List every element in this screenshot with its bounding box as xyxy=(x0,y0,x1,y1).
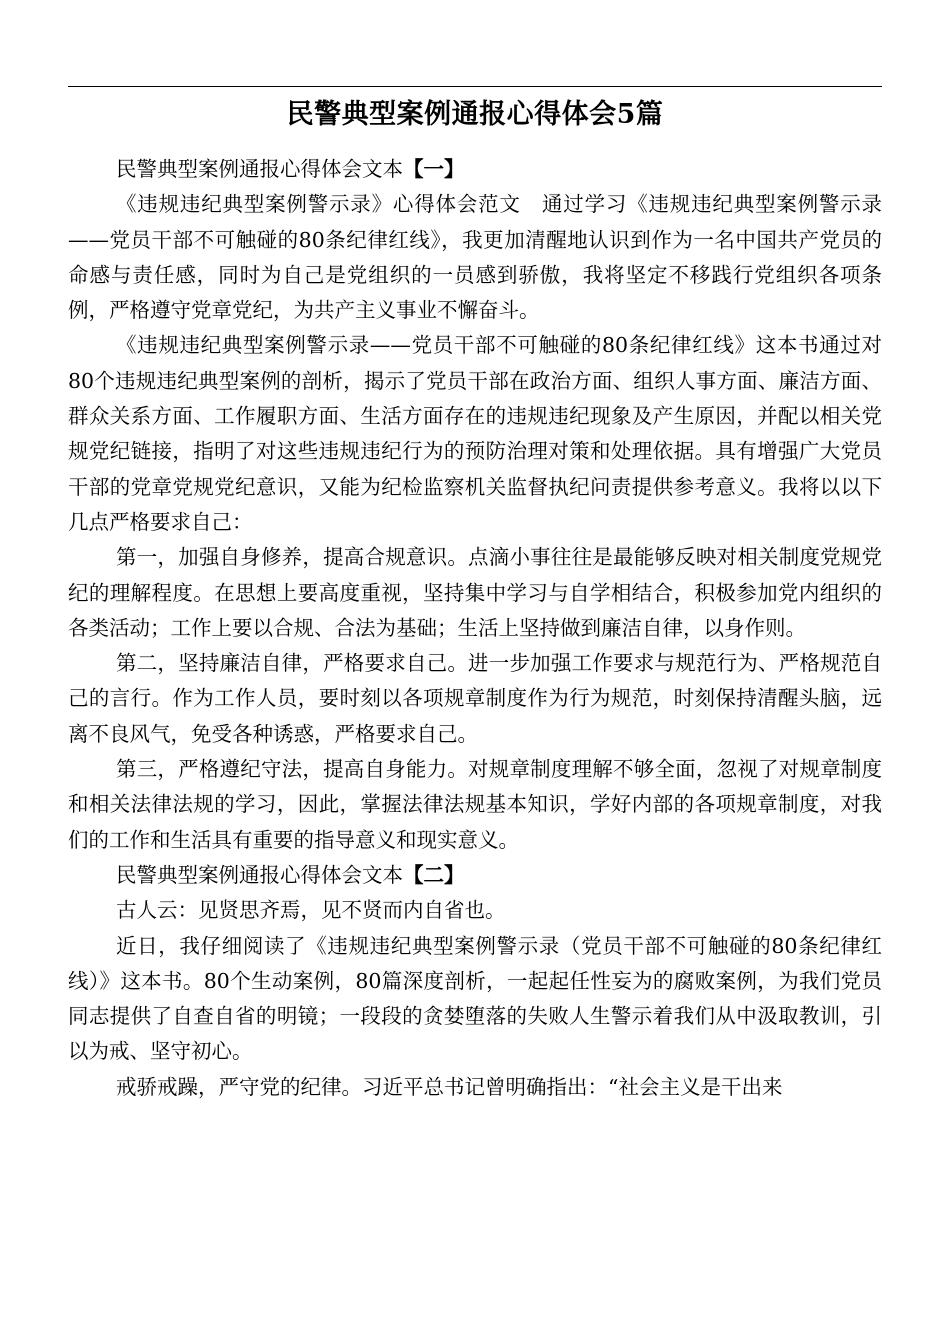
section-heading-1: 民警典型案例通报心得体会文本【一】 xyxy=(116,157,465,181)
document-body xyxy=(68,152,882,1105)
section-heading-2: 民警典型案例通报心得体会文本【二】 xyxy=(116,862,465,887)
paragraph: 第一，加强自身修养，提高合规意识。点滴小事往往是最能够反映对相关制度党规党纪的理解程度。在思想上要高度重视，坚持集中学习与自学相结合，积极参加党内组织的各类活动；工作上要以合规、合法为基础；生活上坚持做到廉洁自律，以身作则。 xyxy=(68,545,882,640)
paragraph: 戒骄戒躁，严守党的纪律。习近平总书记曾明确指出：“社会主义是干出来 xyxy=(116,1074,783,1099)
paragraph: 《违规违纪典型案例警示录》心得体会范文 通过学习《违规违纪典型案例警示录——党员干部不可触碰的80条纪律红线》，我更加清醒地认识到作为一名中国共产党员的命感与责任感，同时为自己是党组织的一员感到骄傲，我将坚定不移践行党组织各项条例，严格遵守党章党纪，为共产主义事业不懈奋斗。 xyxy=(68,192,882,323)
paragraph: 近日，我仔细阅读了《违规违纪典型案例警示录（党员干部不可触碰的80条纪律红线）》这本书。80个生动案例，80篇深度剖析，一起起任性妄为的腐败案例，为我们党员同志提供了自查自省的明镜；一段段的贪婪堕落的失败人生警示着我们从中汲取教训，引以为戒、坚守初心。 xyxy=(68,933,882,1064)
paragraph: 《违规违纪典型案例警示录——党员干部不可触碰的80条纪律红线》这本书通过对80个违规违纪典型案例的剖析，揭示了党员干部在政治方面、组织人事方面、廉洁方面、群众关系方面、工作履职方面、生活方面存在的违规违纪现象及产生原因，并配以相关党规党纪链接，指明了对这些违规违纪行为的预防治理对策和处理依据。具有增强广大党员干部的党章党规党纪意识，又能为纪检监察机关监督执纪问责提供参考意义。我将以以下几点严格要求自己： xyxy=(68,333,882,534)
paragraph: 第二，坚持廉洁自律，严格要求自己。进一步加强工作要求与规范行为、严格规范自己的言行。作为工作人员，要时刻以各项规章制度作为行为规范，时刻保持清醒头脑，远离不良风气，免受各种诱惑，严格要求自己。 xyxy=(68,651,882,746)
paragraph: 第三，严格遵纪守法，提高自身能力。对规章制度理解不够全面，忽视了对规章制度和相关法律法规的学习，因此，掌握法律法规基本知识，学好内部的各项规章制度，对我们的工作和生活具有重要的指导意义和现实意义。 xyxy=(68,757,882,852)
document-title: 民警典型案例通报心得体会5篇 xyxy=(286,99,664,130)
paragraph: 古人云：见贤思齐焉，见不贤而内自省也。 xyxy=(116,898,506,923)
header-rule xyxy=(68,86,882,87)
